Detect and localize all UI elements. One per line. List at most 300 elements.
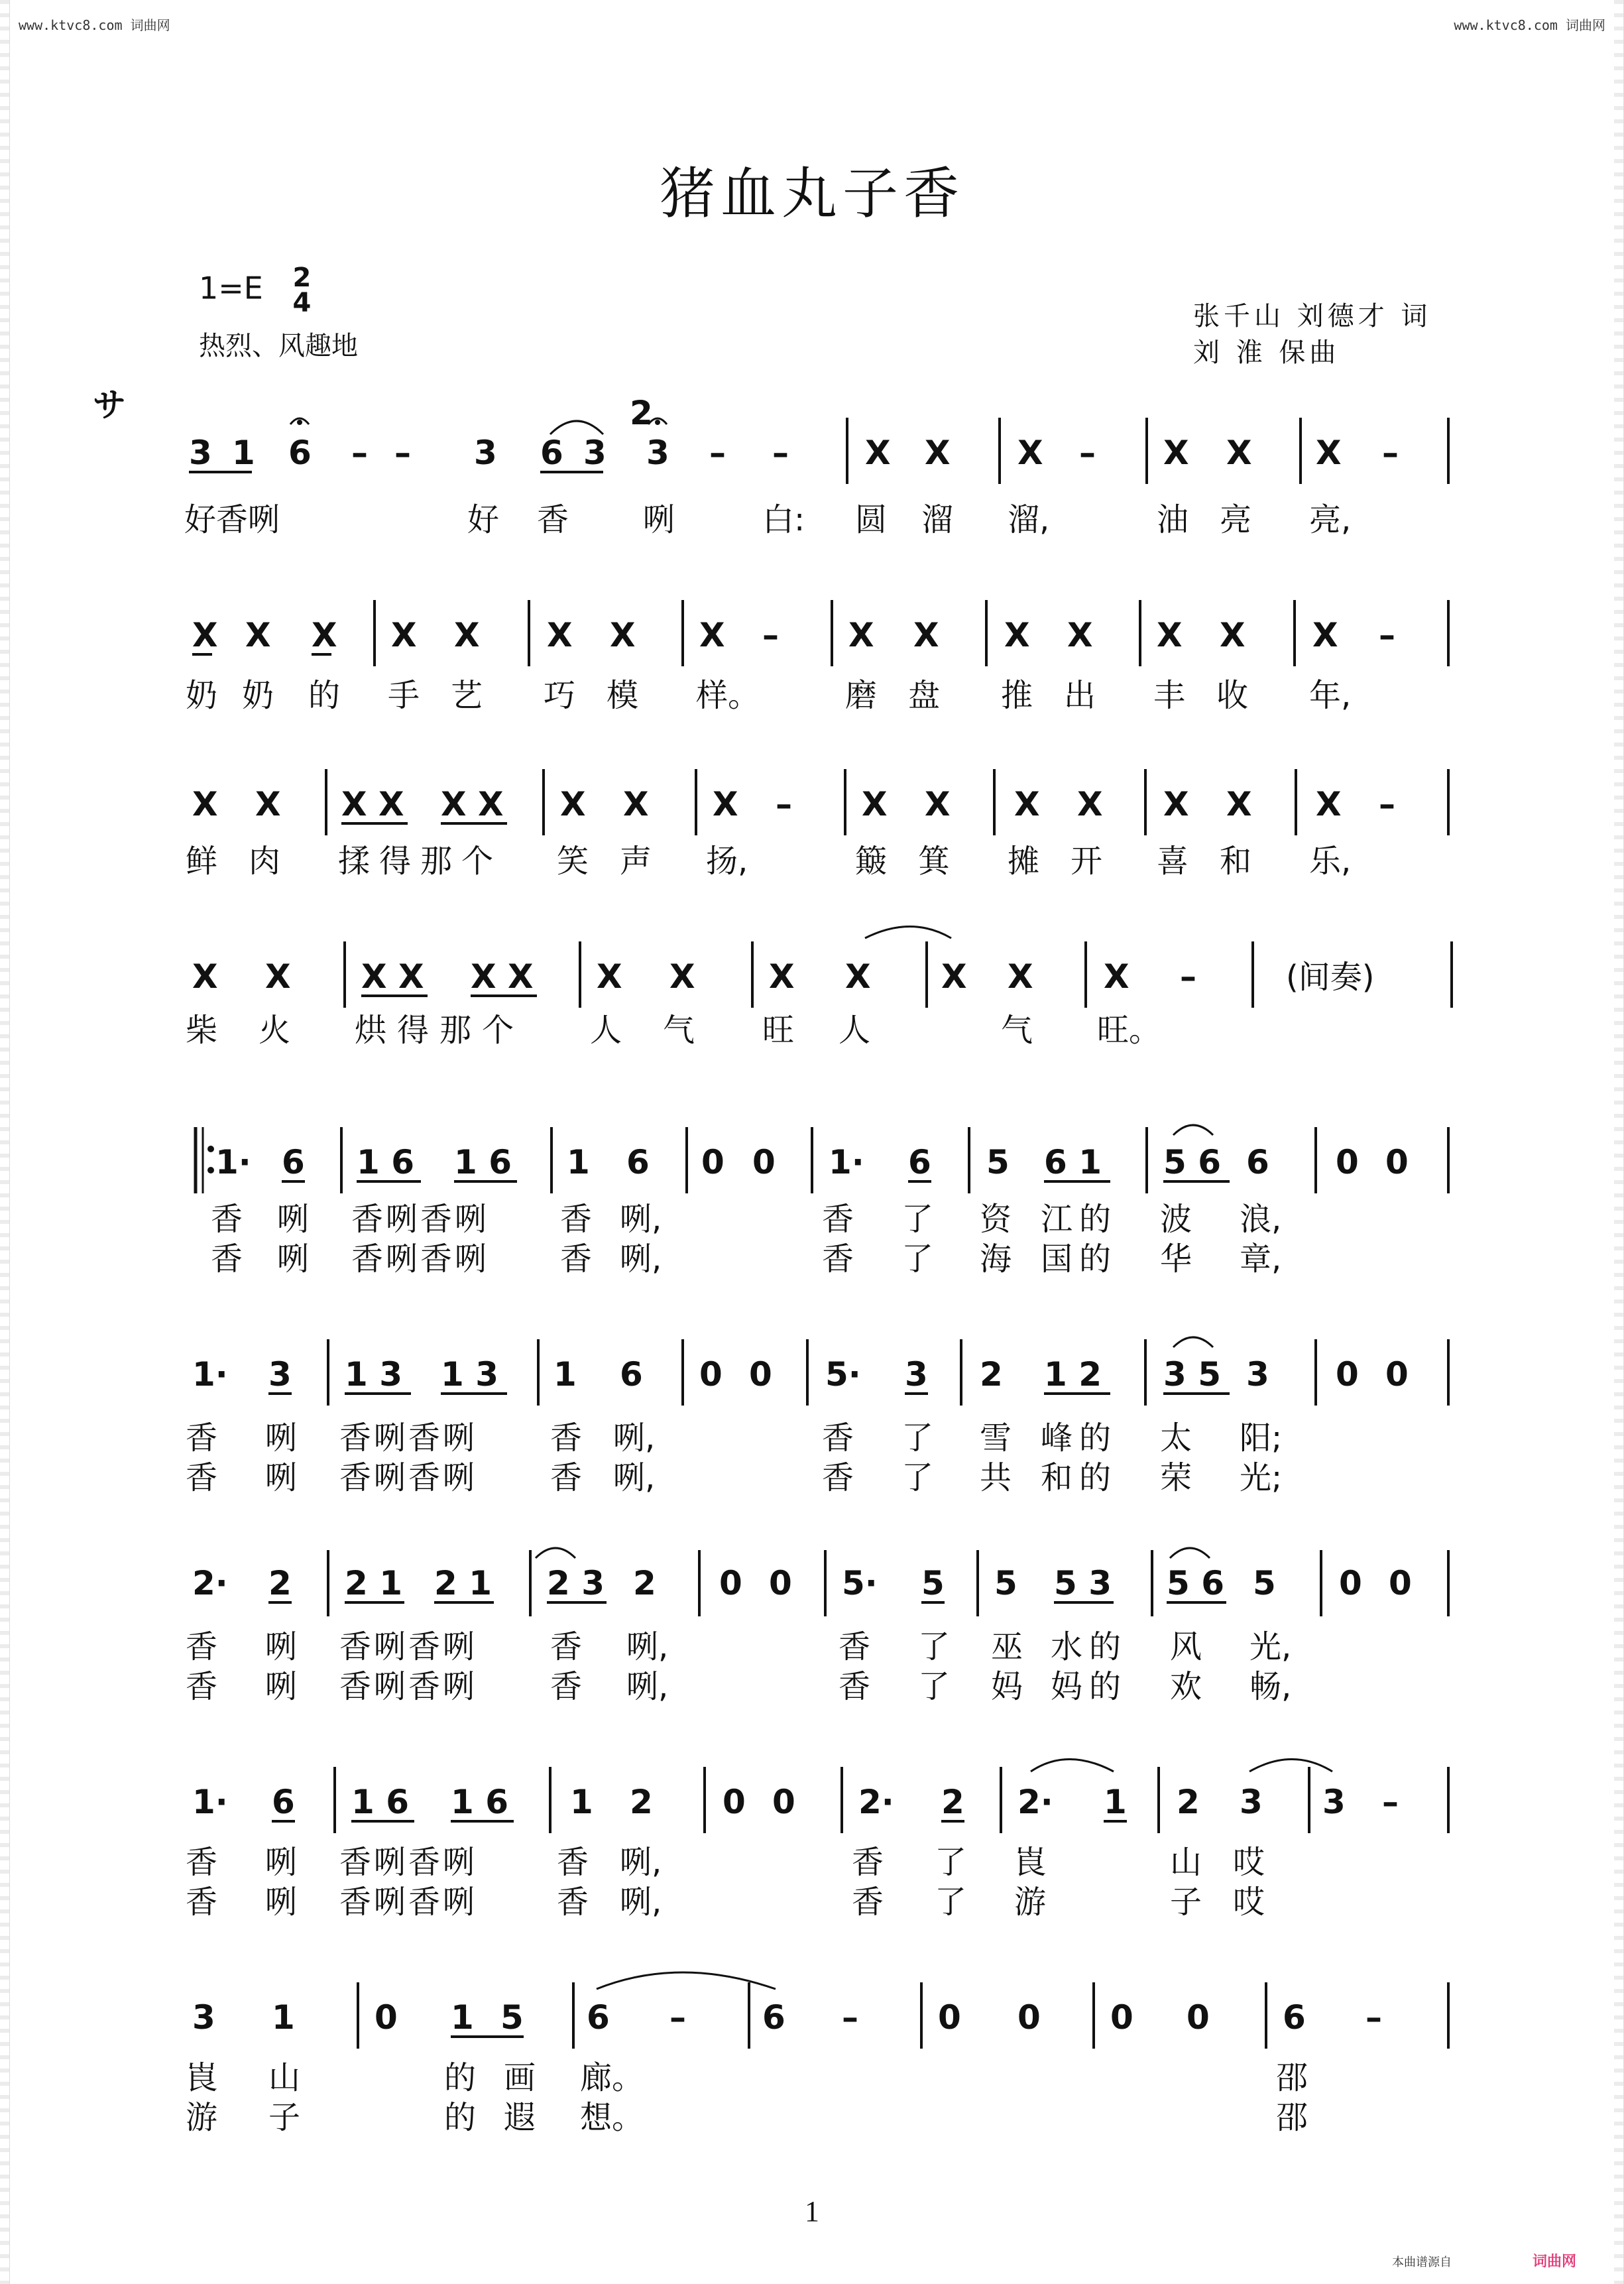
lyric: 手 bbox=[388, 677, 420, 714]
key-label: 1=E bbox=[199, 270, 263, 306]
note: X X bbox=[441, 785, 504, 823]
note: X bbox=[1008, 957, 1033, 996]
rest: 0 bbox=[772, 1783, 795, 1821]
note: 5 bbox=[994, 1564, 1017, 1602]
lyric: 了 bbox=[918, 1628, 951, 1665]
lyric: 肉 bbox=[249, 843, 281, 880]
note: X bbox=[1312, 616, 1338, 654]
note: 6 bbox=[626, 1143, 650, 1181]
note: X bbox=[1104, 957, 1130, 996]
note: 6 bbox=[282, 1143, 305, 1181]
note: X bbox=[913, 616, 939, 654]
lyric: 妈 bbox=[991, 1668, 1023, 1705]
lyric: 旺 bbox=[762, 1012, 795, 1049]
footer-text: 本曲谱源自 bbox=[1392, 2255, 1452, 2269]
rest-dash: – bbox=[1382, 1783, 1399, 1821]
lyric: 和 bbox=[1220, 843, 1252, 880]
note: 6 bbox=[587, 1998, 610, 2037]
lyric: 了 bbox=[935, 1844, 967, 1881]
rest: 0 bbox=[1336, 1355, 1359, 1394]
song-title: 猪血丸子香 bbox=[659, 161, 964, 226]
lyric: 火 bbox=[259, 1012, 291, 1049]
note: 1 2 bbox=[1044, 1355, 1102, 1394]
lyric: 咧, bbox=[620, 1240, 662, 1278]
note: X bbox=[1226, 785, 1252, 823]
note: X bbox=[769, 957, 795, 996]
note: 1 6 bbox=[351, 1783, 409, 1821]
note: 3 5 bbox=[1163, 1355, 1221, 1394]
note: X bbox=[1077, 785, 1103, 823]
note: 3 bbox=[646, 434, 669, 472]
note: 3 bbox=[1240, 1783, 1263, 1821]
note: X bbox=[192, 616, 218, 654]
lyric: 揉得那个 bbox=[338, 843, 503, 880]
note: 1· bbox=[215, 1143, 251, 1181]
note: X bbox=[669, 957, 695, 996]
lyric: 气 bbox=[663, 1012, 695, 1049]
lyric: 太 bbox=[1160, 1419, 1192, 1457]
note: X bbox=[1316, 785, 1342, 823]
note: 6 1 bbox=[1044, 1143, 1102, 1181]
lyric: 咧, bbox=[613, 1419, 656, 1457]
lyric: 香 bbox=[211, 1201, 243, 1238]
lyric: 巫 bbox=[991, 1628, 1023, 1665]
note: X bbox=[1220, 616, 1246, 654]
lyric: 阳; bbox=[1240, 1419, 1283, 1457]
lyric: 柴 bbox=[186, 1012, 218, 1049]
note: X bbox=[255, 785, 281, 823]
note: X bbox=[865, 434, 891, 472]
lyric: 香 bbox=[186, 1884, 218, 1921]
note: 6 bbox=[272, 1783, 295, 1821]
lyric: 咧 bbox=[265, 1628, 298, 1665]
lyric: 崀 bbox=[1014, 1844, 1047, 1881]
sa-mark: サ bbox=[93, 386, 126, 424]
rest: 0 bbox=[769, 1564, 792, 1602]
note: 1 bbox=[553, 1355, 577, 1394]
lyric: 摊 bbox=[1008, 843, 1040, 880]
note: 1 6 bbox=[451, 1783, 508, 1821]
lyric: 香 bbox=[550, 1459, 583, 1496]
lyric: 香咧香咧 bbox=[339, 1844, 478, 1881]
rest-dash: – bbox=[709, 434, 726, 472]
lyric: 人 bbox=[839, 1012, 871, 1049]
lyric: 簸 bbox=[855, 843, 888, 880]
lyric: 山 bbox=[1170, 1844, 1202, 1881]
lyric: 白: bbox=[762, 501, 805, 538]
page-number: 1 bbox=[805, 2195, 819, 2228]
rest: 0 bbox=[1336, 1143, 1359, 1181]
rest: 0 bbox=[938, 1998, 961, 2037]
rest-dash: – bbox=[1180, 957, 1196, 996]
lyric: 香 bbox=[186, 1459, 218, 1496]
note: 3 bbox=[474, 434, 497, 472]
lyric: 章, bbox=[1240, 1240, 1282, 1278]
lyric: 艺 bbox=[451, 677, 483, 714]
lyric: 奶 bbox=[186, 677, 218, 714]
note: 5· bbox=[825, 1355, 861, 1394]
lyricist-credit: 张千山 刘德才 词 bbox=[1193, 301, 1432, 331]
note: X bbox=[925, 785, 951, 823]
lyric: 香 bbox=[822, 1240, 854, 1278]
lyric: 烘得那个 bbox=[355, 1012, 525, 1049]
lyric: 香 bbox=[186, 1419, 218, 1457]
repeat-dots bbox=[207, 1146, 214, 1173]
lyric: 山 bbox=[268, 2059, 301, 2096]
lyric: 溜 bbox=[921, 501, 954, 538]
composer-credit: 刘 淮 保曲 bbox=[1193, 337, 1340, 368]
header-right-site[interactable]: www.ktvc8.com bbox=[1454, 17, 1558, 33]
lyric: 香 bbox=[852, 1844, 884, 1881]
rest-dash: – bbox=[351, 434, 368, 472]
lyric: 的 bbox=[444, 2059, 477, 2096]
lyric: 咧 bbox=[265, 1884, 298, 1921]
lyric: 咧, bbox=[620, 1201, 662, 1238]
note: 3 bbox=[192, 1998, 215, 2037]
lyric: 咧, bbox=[626, 1668, 669, 1705]
lyric: 香咧香咧 bbox=[339, 1884, 478, 1921]
rest-dash: – bbox=[394, 434, 411, 472]
lyric: 香 bbox=[822, 1201, 854, 1238]
lyric: 咧, bbox=[620, 1844, 662, 1881]
note: X X bbox=[341, 785, 404, 823]
note: 5 bbox=[986, 1143, 1010, 1181]
fermata-dots bbox=[297, 420, 660, 425]
lyric: 好香咧 bbox=[184, 501, 280, 538]
lyric: 丰 bbox=[1153, 677, 1186, 714]
note: 2 bbox=[1177, 1783, 1200, 1821]
lyric: 香 bbox=[822, 1459, 854, 1496]
note: X X bbox=[471, 957, 534, 996]
note: 2 bbox=[633, 1564, 656, 1602]
lyric: 游 bbox=[186, 2099, 218, 2136]
note: X X bbox=[361, 957, 424, 996]
lyric: 哎 bbox=[1233, 1884, 1265, 1921]
lyric: 扬, bbox=[706, 843, 748, 880]
note: X bbox=[623, 785, 649, 823]
note: 1· bbox=[192, 1783, 228, 1821]
note: 5 bbox=[1253, 1564, 1276, 1602]
note: 6 bbox=[288, 434, 312, 472]
rest: 0 bbox=[723, 1783, 746, 1821]
note: 2 1 bbox=[345, 1564, 402, 1602]
lyric: 水的 bbox=[1051, 1628, 1128, 1665]
lyric: 人 bbox=[590, 1012, 622, 1049]
note: 6 bbox=[540, 434, 563, 472]
note: 6 bbox=[762, 1998, 785, 2037]
note: 3 bbox=[189, 434, 212, 472]
note: 3 bbox=[905, 1355, 928, 1394]
lyric: 咧, bbox=[626, 1628, 669, 1665]
note: X bbox=[1226, 434, 1252, 472]
lyric: 峰的 bbox=[1041, 1419, 1118, 1457]
lyric: 喜 bbox=[1157, 843, 1189, 880]
lyric: 笑 bbox=[557, 843, 589, 880]
lyric: 共 bbox=[980, 1459, 1012, 1496]
lyric: 海 bbox=[980, 1240, 1012, 1278]
lyric: 香 bbox=[839, 1628, 871, 1665]
lyric: 的 bbox=[308, 677, 341, 714]
time-signature-bottom: 4 bbox=[292, 288, 312, 318]
lyric: 香咧香咧 bbox=[339, 1459, 478, 1496]
note: 3 bbox=[1246, 1355, 1269, 1394]
lyrics bbox=[184, 501, 1374, 2136]
note: X bbox=[1067, 616, 1093, 654]
rest: 0 bbox=[1187, 1998, 1210, 2037]
lyric: 国的 bbox=[1041, 1240, 1118, 1278]
note: X bbox=[848, 616, 874, 654]
lyric: 推 bbox=[1001, 677, 1033, 714]
note: 1 6 bbox=[357, 1143, 414, 1181]
lyric: 咧 bbox=[265, 1459, 298, 1496]
note: 2 bbox=[941, 1783, 964, 1821]
lyric: 香 bbox=[560, 1201, 593, 1238]
note: 2 bbox=[630, 1783, 653, 1821]
rest: 0 bbox=[1385, 1355, 1409, 1394]
lyric: 香咧香咧 bbox=[351, 1240, 490, 1278]
note: 6 bbox=[620, 1355, 643, 1394]
note: 5 bbox=[500, 1998, 524, 2037]
rest-dash: – bbox=[1379, 616, 1395, 654]
lyric: 香 bbox=[186, 1668, 218, 1705]
lyric: 了 bbox=[901, 1201, 934, 1238]
note: 2· bbox=[1017, 1783, 1053, 1821]
note: X bbox=[925, 434, 951, 472]
lyric: 和的 bbox=[1041, 1459, 1118, 1496]
lyric: 开 bbox=[1071, 843, 1103, 880]
lyric: 了 bbox=[935, 1884, 967, 1921]
note: 2 3 bbox=[547, 1564, 605, 1602]
note: X bbox=[845, 957, 871, 996]
lyric: 子 bbox=[268, 2099, 301, 2136]
lyric: 江的 bbox=[1041, 1201, 1118, 1238]
note: 1 bbox=[567, 1143, 590, 1181]
lyric: 香 bbox=[822, 1419, 854, 1457]
lyric: 好 bbox=[467, 501, 500, 538]
rest-dash: – bbox=[1379, 785, 1395, 823]
rest: 0 bbox=[375, 1998, 398, 2037]
lyric: 咧 bbox=[277, 1240, 310, 1278]
header-left-brand: 词曲网 bbox=[130, 17, 170, 33]
lyric: 香 bbox=[852, 1884, 884, 1921]
lyric: 香 bbox=[550, 1419, 583, 1457]
note: 5 6 bbox=[1167, 1564, 1224, 1602]
lyric: 华 bbox=[1160, 1240, 1192, 1278]
lyric: 荣 bbox=[1160, 1459, 1192, 1496]
note: 3 bbox=[268, 1355, 292, 1394]
lyric: 箕 bbox=[918, 843, 951, 880]
note: X bbox=[265, 957, 291, 996]
lyric: 声 bbox=[620, 843, 652, 880]
lyric: 波 bbox=[1160, 1201, 1192, 1238]
rest: 0 bbox=[701, 1143, 725, 1181]
lyric: 咧, bbox=[620, 1884, 662, 1921]
rest-dash: – bbox=[772, 434, 789, 472]
lyric: 咧 bbox=[265, 1668, 298, 1705]
lyric: 油 bbox=[1157, 501, 1189, 538]
lyric: 年, bbox=[1309, 677, 1352, 714]
note: 2 bbox=[980, 1355, 1003, 1394]
lyric: 香 bbox=[186, 1628, 218, 1665]
header-left-site[interactable]: www.ktvc8.com bbox=[19, 17, 123, 33]
lyric: 香 bbox=[550, 1628, 583, 1665]
lyric: 气 bbox=[1001, 1012, 1033, 1049]
note: 1 bbox=[451, 1998, 474, 2037]
lyric: 香 bbox=[557, 1884, 589, 1921]
note: 6 bbox=[908, 1143, 931, 1181]
note: X bbox=[454, 616, 480, 654]
rest: 0 bbox=[699, 1355, 723, 1394]
lyric: 咧 bbox=[265, 1844, 298, 1881]
note: X bbox=[610, 616, 636, 654]
lyric: 邵 bbox=[1276, 2099, 1308, 2136]
note: X bbox=[547, 616, 573, 654]
lyric: 的 bbox=[444, 2099, 477, 2136]
lyric: 亮, bbox=[1309, 501, 1352, 538]
lyric: 了 bbox=[901, 1240, 934, 1278]
lyric: 崀 bbox=[186, 2059, 218, 2096]
lyric: 浪, bbox=[1240, 1201, 1282, 1238]
lyric: 香咧香咧 bbox=[339, 1419, 478, 1457]
note: 1 3 bbox=[441, 1355, 498, 1394]
note: 2 1 bbox=[434, 1564, 492, 1602]
note: X bbox=[713, 785, 738, 823]
note: 1 bbox=[232, 434, 255, 472]
rest-dash: – bbox=[762, 616, 779, 654]
note: 1 6 bbox=[454, 1143, 512, 1181]
lyric: 想。 bbox=[580, 2099, 644, 2136]
lyric: 妈的 bbox=[1051, 1668, 1128, 1705]
note: 3 bbox=[1322, 1783, 1346, 1821]
grace-note: 2 bbox=[630, 394, 653, 432]
rest: 0 bbox=[1339, 1564, 1362, 1602]
rest-dash: – bbox=[1365, 1998, 1382, 2037]
rest: 0 bbox=[752, 1143, 776, 1181]
lyric: 乐, bbox=[1309, 843, 1352, 880]
note: X bbox=[1163, 785, 1189, 823]
rest: 0 bbox=[719, 1564, 742, 1602]
note: X bbox=[1316, 434, 1342, 472]
lyric: 了 bbox=[901, 1419, 934, 1457]
rest: 0 bbox=[1110, 1998, 1133, 2037]
time-signature-top: 2 bbox=[292, 263, 312, 293]
lyric: 畅, bbox=[1249, 1668, 1292, 1705]
lyric: 雪 bbox=[980, 1419, 1012, 1457]
lyric: 香咧香咧 bbox=[339, 1628, 478, 1665]
note: X bbox=[1014, 785, 1040, 823]
lyric: 画 bbox=[504, 2059, 536, 2096]
note: 6 bbox=[1246, 1143, 1269, 1181]
lyric: 欢 bbox=[1170, 1668, 1202, 1705]
lyric: 出 bbox=[1064, 677, 1096, 714]
note: X bbox=[699, 616, 725, 654]
lyric: 模 bbox=[607, 677, 639, 714]
note: X bbox=[245, 616, 271, 654]
interlude-label: (间奏) bbox=[1286, 959, 1375, 996]
lyric: 奶 bbox=[242, 677, 274, 714]
note: X bbox=[192, 785, 218, 823]
lyric: 香 bbox=[550, 1668, 583, 1705]
lyric: 了 bbox=[918, 1668, 951, 1705]
note: X bbox=[941, 957, 967, 996]
lyric: 亮 bbox=[1220, 501, 1252, 538]
note: 1 bbox=[272, 1998, 295, 2037]
rest: 0 bbox=[1017, 1998, 1041, 2037]
lyric: 香 bbox=[839, 1668, 871, 1705]
lyric: 了 bbox=[901, 1459, 934, 1496]
note: 5· bbox=[842, 1564, 878, 1602]
lyric: 鲜 bbox=[186, 843, 218, 880]
lyric: 磨 bbox=[845, 677, 878, 714]
rest: 0 bbox=[749, 1355, 772, 1394]
note: X bbox=[1157, 616, 1183, 654]
rest: 0 bbox=[1389, 1564, 1412, 1602]
lyric: 香咧香咧 bbox=[339, 1668, 478, 1705]
note: 5 3 bbox=[1054, 1564, 1112, 1602]
note: X bbox=[1017, 434, 1043, 472]
lyric: 香咧香咧 bbox=[351, 1201, 490, 1238]
lyric: 光; bbox=[1240, 1459, 1283, 1496]
lyric: 咧, bbox=[613, 1459, 656, 1496]
note: X bbox=[391, 616, 417, 654]
note: 1· bbox=[829, 1143, 864, 1181]
lyric: 光, bbox=[1249, 1628, 1292, 1665]
tempo-marking: 热烈、风趣地 bbox=[199, 331, 358, 361]
note: X bbox=[1163, 434, 1189, 472]
lyric: 咧 bbox=[643, 501, 675, 538]
note: 3 bbox=[583, 434, 607, 472]
lyric: 巧 bbox=[544, 677, 576, 714]
lyric: 香 bbox=[560, 1240, 593, 1278]
note: X bbox=[312, 616, 337, 654]
note: 2 bbox=[268, 1564, 292, 1602]
lyric: 收 bbox=[1216, 677, 1249, 714]
note: 1· bbox=[192, 1355, 228, 1394]
note: 6 bbox=[1283, 1998, 1306, 2037]
lyric: 旺。 bbox=[1097, 1012, 1161, 1049]
lyric: 风 bbox=[1170, 1628, 1202, 1665]
note: 2· bbox=[192, 1564, 228, 1602]
rest-dash: – bbox=[842, 1998, 858, 2037]
note: X bbox=[560, 785, 586, 823]
lyric: 溜, bbox=[1008, 501, 1050, 538]
lyric: 圆 bbox=[855, 501, 888, 538]
lyric: 资 bbox=[980, 1201, 1012, 1238]
note: X bbox=[862, 785, 888, 823]
rest-dash: – bbox=[669, 1998, 686, 2037]
note: X bbox=[192, 957, 218, 996]
note: 2· bbox=[858, 1783, 894, 1821]
rest-dash: – bbox=[1079, 434, 1096, 472]
lyric: 咧 bbox=[265, 1419, 298, 1457]
lyric: 邵 bbox=[1276, 2059, 1308, 2096]
note: 5 6 bbox=[1163, 1143, 1221, 1181]
note: X bbox=[1004, 616, 1030, 654]
lyric: 香 bbox=[186, 1844, 218, 1881]
lyric: 咧 bbox=[277, 1201, 310, 1238]
header-right-brand: 词曲网 bbox=[1566, 17, 1605, 33]
lyric: 遐 bbox=[504, 2099, 536, 2136]
rest-dash: – bbox=[1382, 434, 1399, 472]
footer-logo[interactable]: 词曲网 bbox=[1532, 2254, 1576, 2270]
rest: 0 bbox=[1385, 1143, 1409, 1181]
lyric: 香 bbox=[537, 501, 569, 538]
lyric: 样。 bbox=[696, 677, 760, 714]
lyric: 游 bbox=[1014, 1884, 1047, 1921]
lyric: 哎 bbox=[1233, 1844, 1265, 1881]
lyric: 子 bbox=[1170, 1884, 1202, 1921]
lyric: 盘 bbox=[908, 677, 941, 714]
